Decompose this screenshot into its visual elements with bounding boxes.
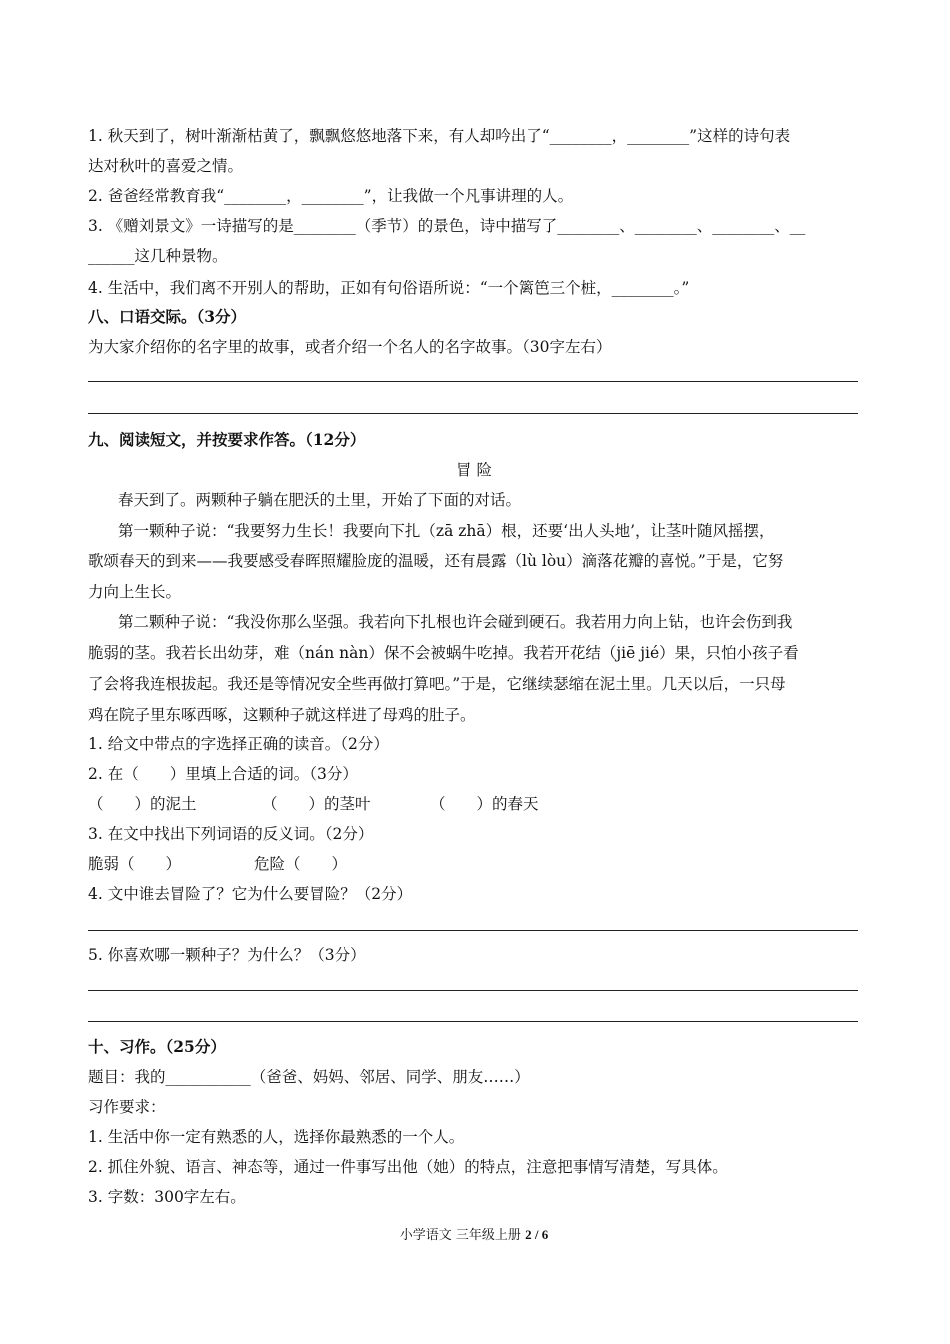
s9-q5-answer-line-2[interactable] — [88, 1021, 858, 1022]
passage-p2-line3: 力向上生长。 — [88, 583, 182, 601]
passage-p1: 春天到了。两颗种子躺在肥沃的土里，开始了下面的对话。 — [118, 491, 522, 509]
page-footer — [88, 1226, 860, 1245]
s7-q4: 4. 生活中，我们离不开别人的帮助，正如有句俗语所说：“一个篱笆三个桩，________。” — [88, 279, 690, 297]
s9-q5: 5. 你喜欢哪一颗种子？为什么？（3分） — [88, 946, 366, 964]
s10-requirement-2: 2. 抓住外貌、语言、神态等，通过一件事写出他（她）的特点，注意把事情写清楚，写具体。 — [88, 1158, 728, 1176]
s9-q2-blank-soil[interactable]: （ ）的泥土 — [88, 795, 197, 813]
s10-requirements-label: 习作要求： — [88, 1098, 166, 1116]
s7-q1-line2: 达对秋叶的喜爱之情。 — [88, 157, 244, 175]
s9-q4: 4. 文中谁去冒险了？它为什么要冒险？（2分） — [88, 885, 413, 903]
passage-p3-line3: 了会将我连根拔起。我还是等情况安全些再做打算吧。”于是，它继续瑟缩在泥土里。几天以后，一只母 — [88, 675, 786, 693]
s9-q4-answer-line[interactable] — [88, 930, 858, 931]
passage-title: 冒 险 — [456, 461, 492, 479]
passage-p3-line1: 第二颗种子说：“我没你那么坚强。我若向下扎根也许会碰到硬石。我若用力向上钻，也许会伤到我 — [118, 613, 793, 631]
s9-q3-fragile[interactable]: 脆弱（ ） — [88, 855, 182, 873]
s7-q1-line1: 1. 秋天到了，树叶渐渐枯黄了，飘飘悠悠地落下来，有人却吟出了“________，________”这样的诗句表 — [88, 127, 791, 145]
passage-p3-line2: 脆弱的茎。我若长出幼芽，难（nán nàn）保不会被蜗牛吃掉。我若开花结（jiē jié）果，只怕小孩子看 — [88, 644, 799, 662]
s10-topic: 题目：我的___________（爸爸、妈妈、邻居、同学、朋友……） — [88, 1068, 530, 1086]
s8-heading: 八、口语交际。（3分） — [88, 307, 247, 326]
s7-q3-line2: ______这几种景物。 — [88, 247, 228, 265]
s9-q5-answer-line-1[interactable] — [88, 990, 858, 991]
s9-heading: 九、阅读短文，并按要求作答。（12分） — [88, 430, 366, 449]
s7-q2: 2. 爸爸经常教育我“________，________”，让我做一个凡事讲理的人。 — [88, 187, 574, 205]
s9-q3: 3. 在文中找出下列词语的反义词。（2分） — [88, 825, 374, 843]
s8-prompt: 为大家介绍你的名字里的故事，或者介绍一个名人的名字故事。（30字左右） — [88, 338, 612, 356]
s8-answer-line-2[interactable] — [88, 413, 858, 414]
s9-q2-blank-stem[interactable]: （ ）的茎叶 — [262, 795, 371, 813]
footer-page-number: 2 / 6 — [525, 1227, 549, 1242]
s8-answer-line-1[interactable] — [88, 381, 858, 382]
s10-requirement-1: 1. 生活中你一定有熟悉的人，选择你最熟悉的一个人。 — [88, 1128, 465, 1146]
s9-q2-blank-spring[interactable]: （ ）的春天 — [430, 795, 539, 813]
passage-p3-line4: 鸡在院子里东啄西啄，这颗种子就这样进了母鸡的肚子。 — [88, 706, 476, 724]
s7-q3-line1: 3. 《赠刘景文》一诗描写的是________（季节）的景色，诗中描写了________、________、________、__ — [88, 217, 806, 235]
s9-q3-danger[interactable]: 危险（ ） — [254, 855, 348, 873]
footer-label: 小学语文 三年级上册 — [399, 1228, 521, 1243]
passage-p2-line2: 歌颂春天的到来——我要感受春晖照耀脸庞的温暖，还有晨露（lù lòu）滴落花瓣的喜悦。”于是，它努 — [88, 552, 784, 570]
s9-q2: 2. 在（ ）里填上合适的词。（3分） — [88, 765, 358, 783]
s9-q1: 1. 给文中带点的字选择正确的读音。（2分） — [88, 735, 389, 753]
passage-p2-line1: 第一颗种子说：“我要努力生长！我要向下扎（zā zhā）根，还要‘出人头地’，让茎叶随风摇摆， — [118, 522, 775, 540]
s10-heading: 十、习作。（25分） — [88, 1037, 226, 1056]
s10-requirement-3: 3. 字数：300字左右。 — [88, 1188, 246, 1206]
